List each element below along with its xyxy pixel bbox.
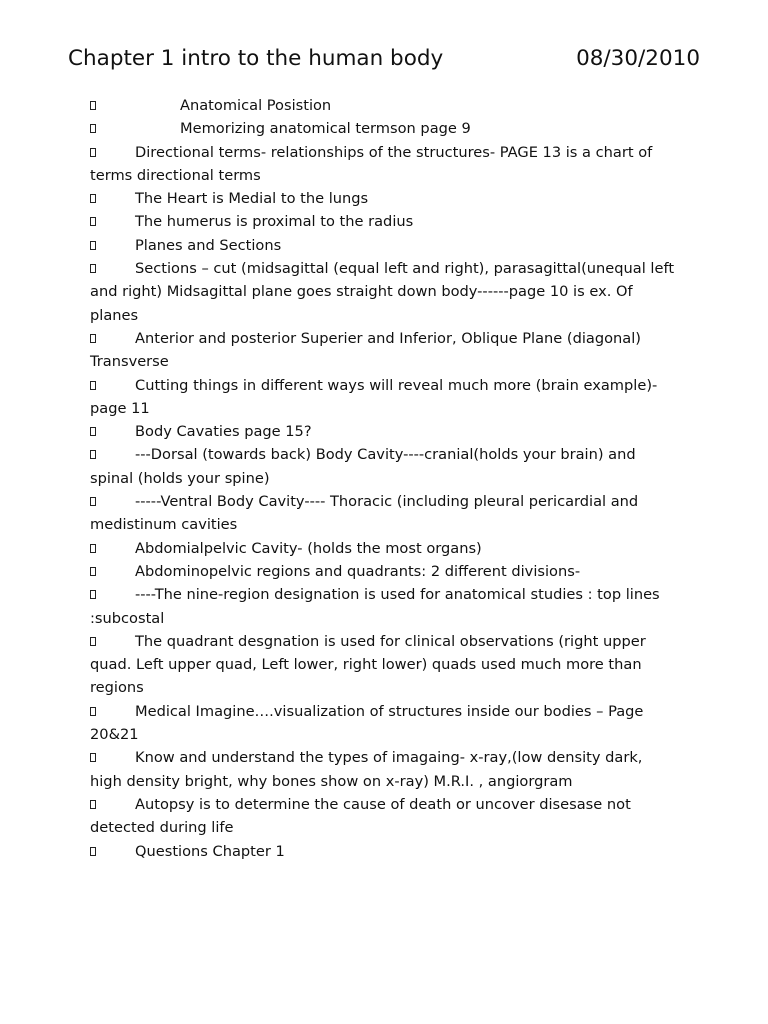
bullet-box-icon	[90, 450, 96, 459]
bullet-box-icon	[90, 194, 96, 203]
list-item	[90, 583, 678, 630]
list-item	[90, 630, 678, 700]
date-label: 08/30/2010	[576, 46, 700, 71]
bullet-box-icon	[90, 567, 96, 576]
list-item	[90, 537, 678, 560]
page-title: Chapter 1 intro to the human body	[68, 46, 444, 71]
bullet-box-icon	[90, 707, 96, 716]
list-item	[90, 327, 678, 374]
list-item-text: Planes and Sections	[135, 236, 282, 254]
bullet-box-icon	[90, 381, 96, 390]
bullet-box-icon	[90, 264, 96, 273]
list-item	[90, 187, 678, 210]
list-item-text: Anatomical Posistion	[180, 97, 332, 114]
list-item-text: Medical Imagine….visualization of structures inside our bodies – Page 20&21	[90, 702, 644, 744]
list-item-text: Memorizing anatomical termson page 9	[180, 120, 471, 138]
list-item	[90, 374, 678, 421]
list-item-text: Autopsy is to determine the cause of death or uncover disesase not detected during life	[90, 795, 631, 837]
bullet-box-icon	[90, 217, 96, 226]
list-item-text: Sections – cut (midsagittal (equal left and right), parasagittal(unequal left and right) Midsagittal plane goes straight down body------page 10 is ex. Of planes	[90, 260, 675, 324]
list-item	[90, 490, 678, 537]
list-item-text: Questions Chapter 1	[135, 842, 285, 860]
bullet-box-icon	[90, 637, 96, 646]
list-item-text: Abdomialpelvic Cavity- (holds the most organs)	[135, 539, 482, 557]
document-header	[68, 46, 704, 78]
bullet-box-icon	[90, 544, 96, 553]
list-item-text: The humerus is proximal to the radius	[135, 213, 414, 231]
bullet-box-icon	[90, 334, 96, 343]
list-item	[90, 560, 678, 583]
list-item	[90, 257, 678, 327]
bullet-box-icon	[90, 590, 96, 599]
list-item	[90, 840, 678, 863]
list-item-text: -----Ventral Body Cavity---- Thoracic (including pleural pericardial and medistinum cavities	[90, 493, 639, 534]
list-item	[90, 420, 678, 443]
bullet-box-icon	[90, 847, 96, 856]
list-item	[90, 210, 678, 233]
notes-list	[90, 94, 678, 863]
list-item-text: Anterior and posterior Superier and Inferior, Oblique Plane (diagonal) Transverse	[90, 329, 641, 371]
bullet-box-icon	[90, 124, 96, 133]
list-item	[90, 117, 678, 140]
list-item-text: Body Cavaties page 15?	[135, 423, 312, 441]
list-item-text: ---Dorsal (towards back) Body Cavity----cranial(holds your brain) and spinal (holds your spine)	[90, 446, 636, 487]
bullet-box-icon	[90, 101, 96, 110]
list-item-text: Know and understand the types of imagaing- x-ray,(low density dark, high density bright, why bones show on x-ray) M.R.I. , angiorgram	[90, 749, 643, 790]
list-item-text: Directional terms- relationships of the structures- PAGE 13 is a chart of terms directional terms	[90, 143, 653, 184]
list-item	[90, 746, 678, 793]
list-item-text: Cutting things in different ways will reveal much more (brain example)- page 11	[90, 376, 658, 417]
list-item-text: The quadrant desgnation is used for clinical observations (right upper quad. Left upper quad, Left lower, right lower) quads used much more than regions	[90, 632, 646, 697]
list-item	[90, 793, 678, 840]
bullet-box-icon	[90, 800, 96, 809]
list-item	[90, 141, 678, 188]
bullet-box-icon	[90, 753, 96, 762]
bullet-box-icon	[90, 241, 96, 250]
list-item-text: Abdominopelvic regions and quadrants: 2 different divisions-	[135, 562, 581, 580]
list-item	[90, 443, 678, 490]
list-item	[90, 234, 678, 257]
list-item	[90, 700, 678, 747]
list-item-text: The Heart is Medial to the lungs	[135, 190, 369, 208]
bullet-box-icon	[90, 148, 96, 157]
list-item-text: ----The nine-region designation is used for anatomical studies : top lines :subcostal	[90, 586, 660, 627]
bullet-box-icon	[90, 427, 96, 436]
list-item	[90, 94, 678, 117]
bullet-box-icon	[90, 497, 96, 506]
